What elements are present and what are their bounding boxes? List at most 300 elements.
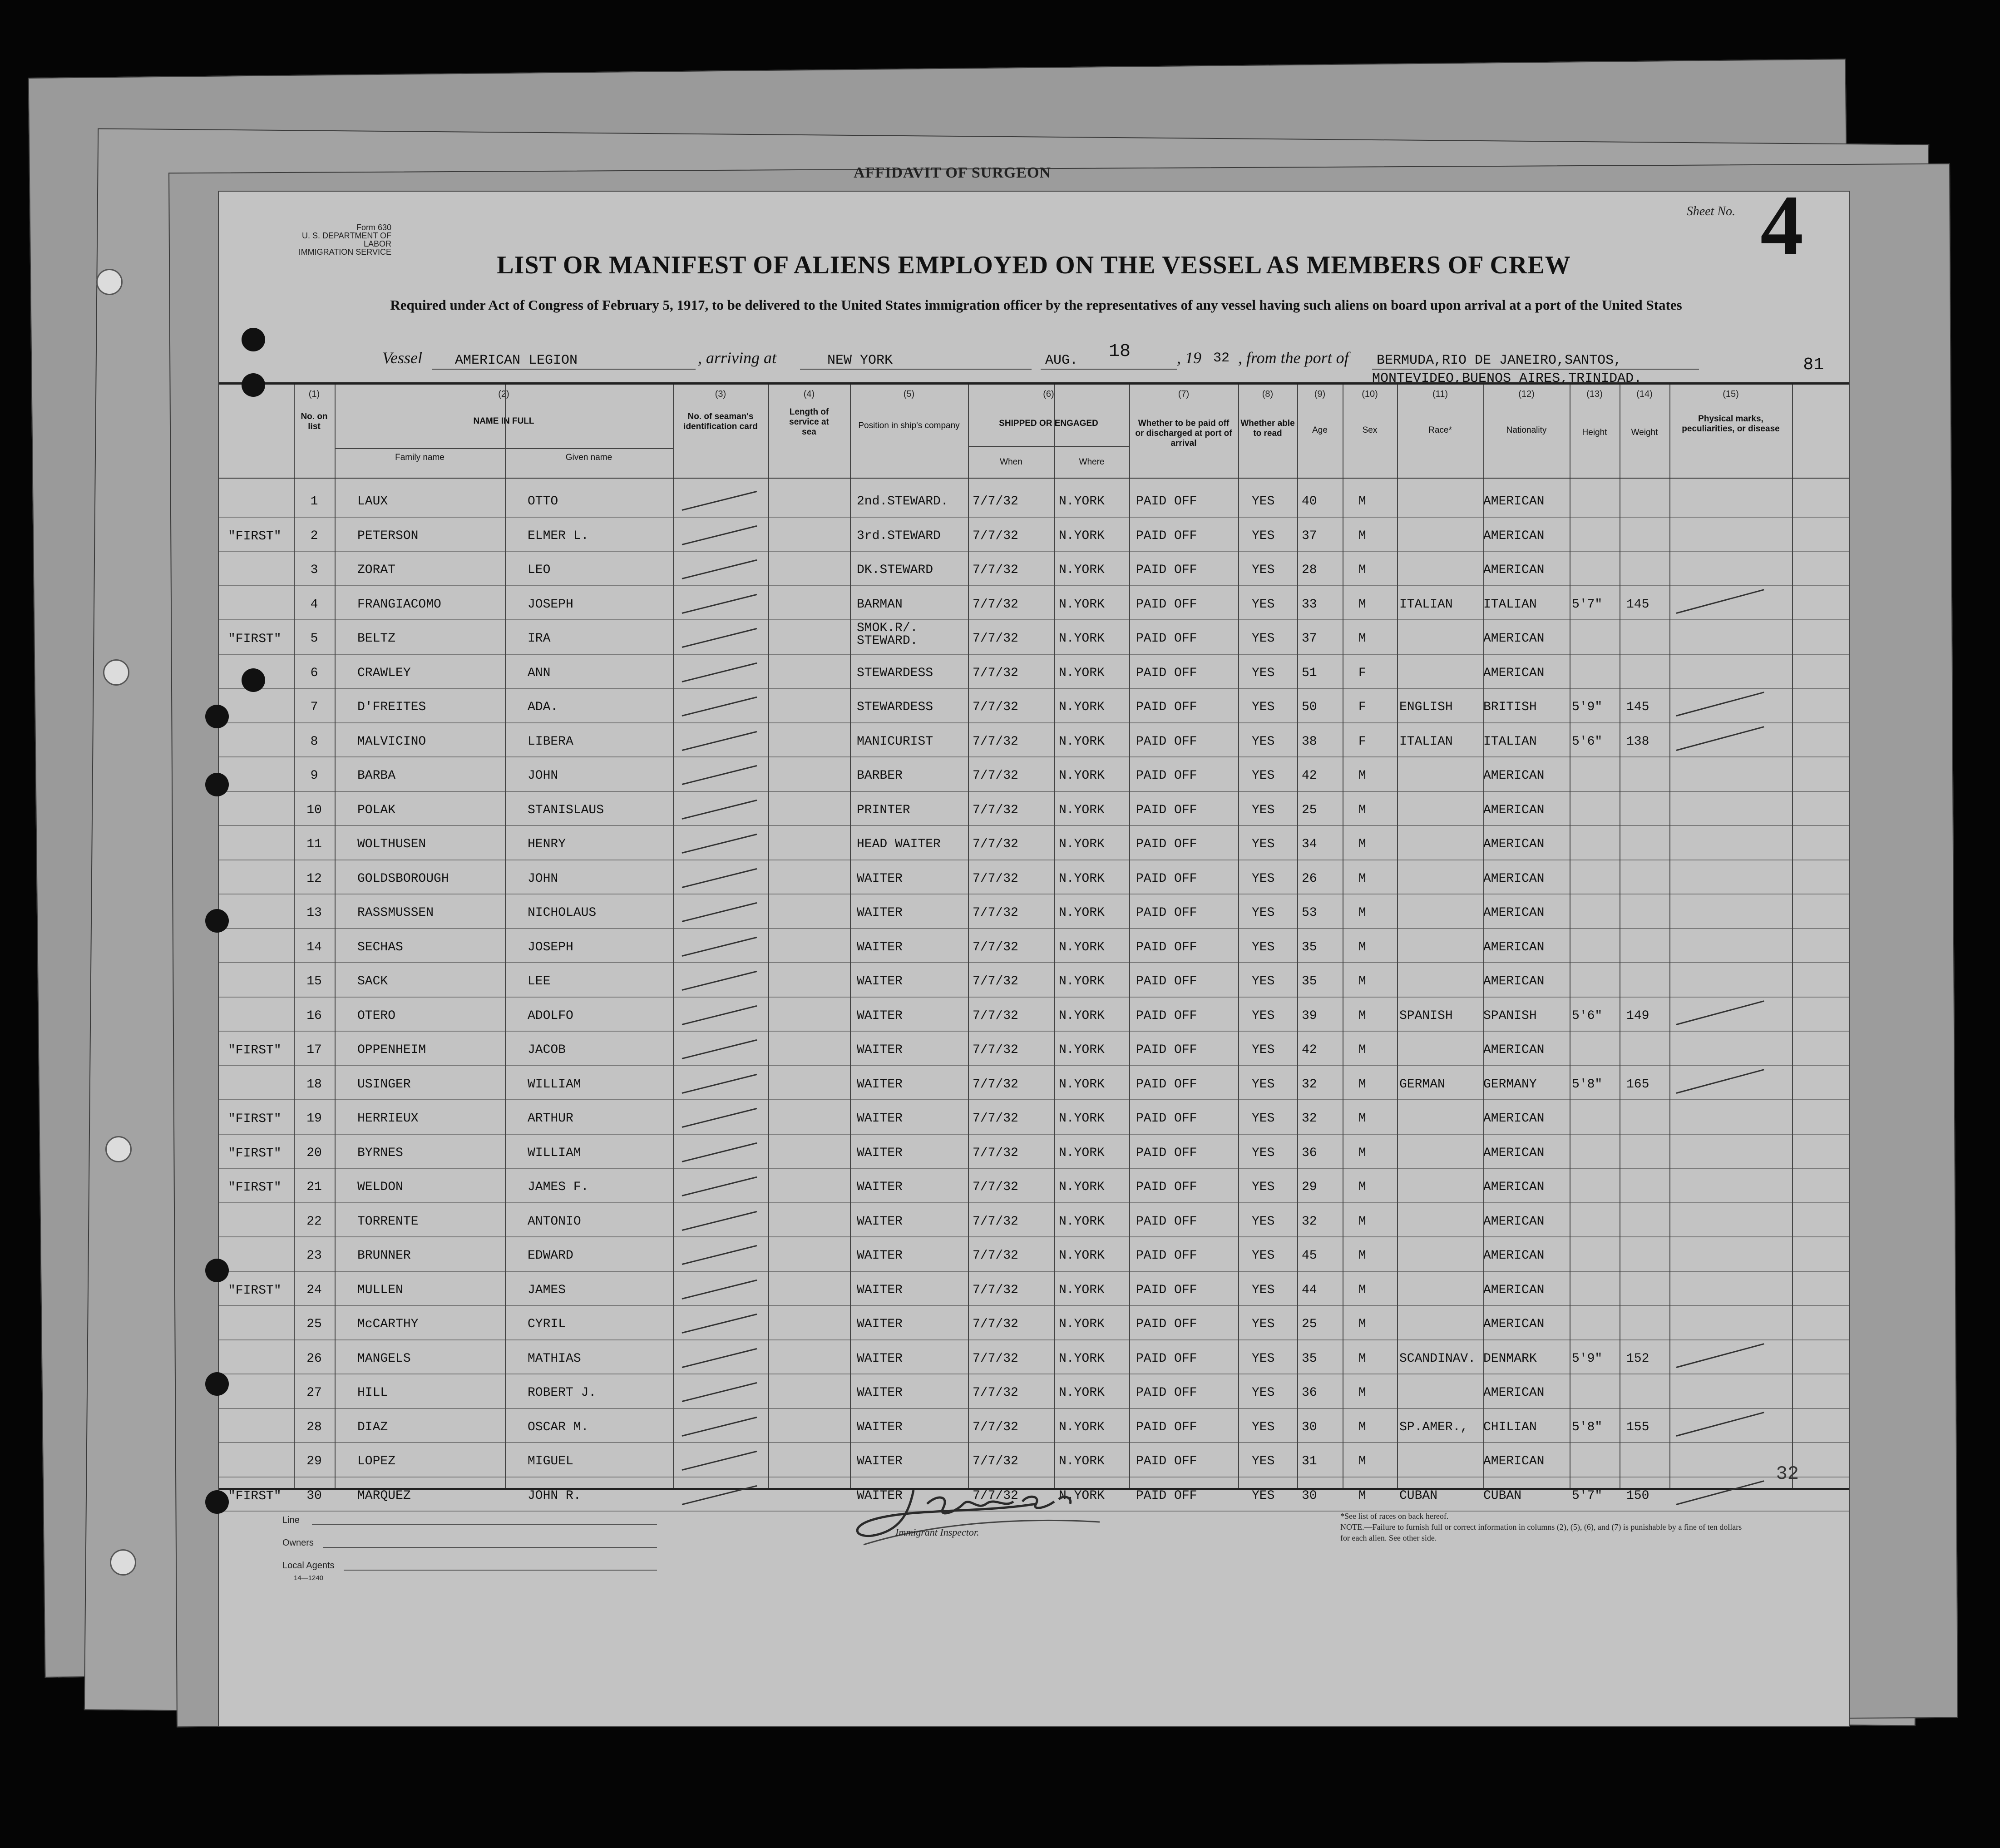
cell-age: 51: [1302, 666, 1317, 680]
cell-where: N.YORK: [1059, 597, 1105, 612]
cell-age: 25: [1302, 1317, 1317, 1331]
cell-when: 7/7/32: [973, 1112, 1018, 1126]
cell-when: 7/7/32: [973, 1249, 1018, 1263]
form-department: Form 630 U. S. DEPARTMENT OF LABOR IMMIGRATION SERVICE: [298, 223, 391, 257]
cell-when: 7/7/32: [973, 597, 1018, 612]
cell-when: 7/7/32: [973, 906, 1018, 920]
cell-no: 2: [310, 529, 318, 543]
cell-read: YES: [1252, 769, 1275, 783]
cell-age: 33: [1302, 597, 1317, 612]
cell-when: 7/7/32: [973, 1283, 1018, 1297]
cell-sex: M: [1358, 597, 1366, 612]
cell-age: 35: [1302, 1351, 1317, 1366]
cell-weight: 149: [1626, 1008, 1649, 1023]
cell-read: YES: [1252, 563, 1275, 577]
row-rule: [219, 1339, 1849, 1340]
cell-paid: PAID OFF: [1136, 734, 1197, 749]
cell-position: MANICURIST: [857, 734, 933, 749]
cell-sex: M: [1358, 769, 1366, 783]
row-rule: [219, 654, 1849, 655]
cell-nationality: AMERICAN: [1483, 1317, 1545, 1331]
row-rule: [219, 585, 1849, 586]
cell-no: 24: [306, 1283, 322, 1297]
row-rule: [219, 1408, 1849, 1409]
cell-where: N.YORK: [1059, 974, 1105, 988]
cell-given: JOHN R.: [528, 1488, 581, 1503]
cell-read: YES: [1252, 700, 1275, 714]
cell-position: BARBER: [857, 769, 903, 783]
cell-given: JOSEPH: [528, 940, 573, 954]
cell-weight: 152: [1626, 1351, 1649, 1366]
cell-age: 32: [1302, 1112, 1317, 1126]
cell-when: 7/7/32: [973, 529, 1018, 543]
cell-where: N.YORK: [1059, 871, 1105, 886]
cell-age: 30: [1302, 1488, 1317, 1503]
cell-sex: M: [1358, 1454, 1366, 1468]
cell-position: STEWARDESS: [857, 666, 933, 680]
cell-nationality: AMERICAN: [1483, 871, 1545, 886]
given-name-header: Given name: [565, 453, 612, 462]
cell-position: 2nd.STEWARD.: [857, 494, 948, 509]
cell-sex: M: [1358, 1043, 1366, 1057]
cell-age: 37: [1302, 632, 1317, 646]
cell-position: WAITER: [857, 1283, 903, 1297]
form-code: 14—1240: [294, 1574, 324, 1582]
cell-sex: M: [1358, 1146, 1366, 1160]
col-15-header: Physical marks, peculiarities, or disease: [1682, 414, 1780, 434]
cell-paid: PAID OFF: [1136, 906, 1197, 920]
id-card-check-mark: [682, 799, 757, 819]
cell-given: ADA.: [528, 700, 558, 714]
cell-position: SMOK.R/. STEWARD.: [857, 621, 918, 648]
year-prefix: , 19: [1177, 349, 1201, 367]
row-rule: [219, 722, 1849, 723]
from-port-line-2: MONTEVIDEO,BUENOS AIRES,TRINIDAD.: [1372, 371, 1642, 386]
arriving-label: , arriving at: [698, 349, 777, 367]
cell-race: SP.AMER.,: [1399, 1420, 1468, 1434]
cell-when: 7/7/32: [973, 1180, 1018, 1194]
cell-where: N.YORK: [1059, 632, 1105, 646]
cell-sex: M: [1358, 974, 1366, 988]
cell-given: JAMES F.: [528, 1180, 589, 1194]
binder-hole: [205, 1490, 229, 1514]
cell-read: YES: [1252, 837, 1275, 851]
cell-paid: PAID OFF: [1136, 1077, 1197, 1092]
cell-family: BARBA: [357, 769, 396, 783]
id-card-check-mark: [682, 1073, 757, 1093]
cell-no: 7: [310, 700, 318, 714]
cell-paid: PAID OFF: [1136, 803, 1197, 817]
binder-hole: [242, 328, 265, 351]
binder-hole: [110, 1549, 136, 1576]
col-9-number: (9): [1314, 389, 1326, 399]
col-4-header: Length of service at sea: [789, 407, 829, 437]
cell-position: WAITER: [857, 974, 903, 988]
cell-given: ANTONIO: [528, 1214, 581, 1229]
cell-where: N.YORK: [1059, 666, 1105, 680]
row-rule: [219, 1442, 1849, 1443]
cell-when: 7/7/32: [973, 837, 1018, 851]
row-rule: [219, 1202, 1849, 1203]
cell-paid: PAID OFF: [1136, 1454, 1197, 1468]
cell-age: 37: [1302, 529, 1317, 543]
cell-family: FRANGIACOMO: [357, 597, 441, 612]
cell-position: WAITER: [857, 871, 903, 886]
column-rule: [335, 385, 336, 1488]
cell-age: 36: [1302, 1146, 1317, 1160]
cell-height: 5'6": [1572, 1008, 1603, 1023]
id-card-check-mark: [682, 902, 757, 922]
cell-where: N.YORK: [1059, 563, 1105, 577]
cell-no: 30: [306, 1488, 322, 1503]
cell-position: WAITER: [857, 1386, 903, 1400]
column-rule: [294, 385, 295, 1488]
col-15-number: (15): [1723, 389, 1739, 399]
cell-age: 28: [1302, 563, 1317, 577]
cell-when: 7/7/32: [973, 1008, 1018, 1023]
cell-where: N.YORK: [1059, 803, 1105, 817]
cell-position: WAITER: [857, 1317, 903, 1331]
cell-where: N.YORK: [1059, 1420, 1105, 1434]
cell-height: 5'8": [1572, 1077, 1603, 1092]
cell-given: ARTHUR: [528, 1112, 573, 1126]
cell-given: LEE: [528, 974, 551, 988]
cell-position: WAITER: [857, 940, 903, 954]
cell-sex: M: [1358, 1386, 1366, 1400]
cell-where: N.YORK: [1059, 734, 1105, 749]
cell-age: 42: [1302, 769, 1317, 783]
cell-where: N.YORK: [1059, 1180, 1105, 1194]
col-10-header: Sex: [1362, 425, 1378, 435]
col-13-header: Height: [1582, 428, 1607, 437]
id-card-check-mark: [682, 1039, 757, 1059]
cell-position: WAITER: [857, 1043, 903, 1057]
cell-sex: M: [1358, 632, 1366, 646]
race-note: *See list of races on back hereof.: [1340, 1512, 1449, 1521]
agents-label: Local Agents: [282, 1561, 335, 1571]
cell-sex: M: [1358, 1077, 1366, 1092]
column-rule: [1792, 385, 1793, 1488]
cell-paid: PAID OFF: [1136, 632, 1197, 646]
col-12-header: Nationality: [1506, 425, 1547, 435]
column-rule: [673, 385, 674, 1488]
cell-paid: PAID OFF: [1136, 1146, 1197, 1160]
col-13-number: (13): [1586, 389, 1603, 399]
col-7-number: (7): [1178, 389, 1190, 399]
cell-nationality: SPANISH: [1483, 1008, 1537, 1023]
cell-no: 3: [310, 563, 318, 577]
cell-nationality: AMERICAN: [1483, 1214, 1545, 1229]
cell-family: OTERO: [357, 1008, 396, 1023]
cell-family: MULLEN: [357, 1283, 403, 1297]
id-card-check-mark: [682, 1005, 757, 1025]
cell-read: YES: [1252, 1454, 1275, 1468]
cell-sex: F: [1358, 700, 1366, 714]
cell-when: 7/7/32: [973, 871, 1018, 886]
cell-no: 6: [310, 666, 318, 680]
cell-read: YES: [1252, 1146, 1275, 1160]
line-label: Line: [282, 1515, 300, 1525]
cell-given: LEO: [528, 563, 551, 577]
cell-race: SPANISH: [1399, 1008, 1453, 1023]
cell-family: BYRNES: [357, 1146, 403, 1160]
cell-where: N.YORK: [1059, 1317, 1105, 1331]
cell-nationality: AMERICAN: [1483, 666, 1545, 680]
cell-when: 7/7/32: [973, 769, 1018, 783]
cell-nationality: AMERICAN: [1483, 1454, 1545, 1468]
cell-read: YES: [1252, 1008, 1275, 1023]
row-rule: [219, 1305, 1849, 1306]
cell-sex: M: [1358, 563, 1366, 577]
first-class-note: "FIRST": [228, 1489, 281, 1503]
cell-nationality: AMERICAN: [1483, 529, 1545, 543]
cell-when: 7/7/32: [973, 632, 1018, 646]
cell-where: N.YORK: [1059, 906, 1105, 920]
id-card-check-mark: [682, 1176, 757, 1196]
cell-read: YES: [1252, 1283, 1275, 1297]
cell-read: YES: [1252, 734, 1275, 749]
cell-read: YES: [1252, 803, 1275, 817]
cell-height: 5'9": [1572, 700, 1603, 714]
col-3-number: (3): [715, 389, 726, 399]
cell-family: HILL: [357, 1386, 388, 1400]
cell-sex: M: [1358, 803, 1366, 817]
id-card-check-mark: [682, 1108, 757, 1128]
cell-no: 18: [306, 1077, 322, 1092]
cell-where: N.YORK: [1059, 1351, 1105, 1366]
cell-family: MANGELS: [357, 1351, 411, 1366]
cell-age: 44: [1302, 1283, 1317, 1297]
cell-weight: 150: [1626, 1488, 1649, 1503]
cell-no: 11: [306, 837, 322, 851]
cell-family: WELDON: [357, 1180, 403, 1194]
cell-family: TORRENTE: [357, 1214, 419, 1229]
cell-no: 17: [306, 1043, 322, 1057]
cell-no: 29: [306, 1454, 322, 1468]
cell-given: OSCAR M.: [528, 1420, 589, 1434]
cell-no: 27: [306, 1386, 322, 1400]
cell-nationality: AMERICAN: [1483, 494, 1545, 509]
col-2-header: NAME IN FULL: [473, 416, 534, 426]
cell-position: WAITER: [857, 1008, 903, 1023]
cell-given: ROBERT J.: [528, 1386, 597, 1400]
physical-marks-check: [1676, 1069, 1764, 1094]
cell-when: 7/7/32: [973, 563, 1018, 577]
cell-family: BRUNNER: [357, 1249, 411, 1263]
col-11-header: Race*: [1428, 425, 1452, 435]
col-5-header: Position in ship's company: [858, 421, 960, 430]
cell-given: LIBERA: [528, 734, 573, 749]
cell-where: N.YORK: [1059, 529, 1105, 543]
cell-given: ANN: [528, 666, 551, 680]
cell-age: 39: [1302, 1008, 1317, 1023]
id-card-check-mark: [682, 765, 757, 785]
cell-age: 30: [1302, 1420, 1317, 1434]
cell-sex: M: [1358, 1112, 1366, 1126]
cell-no: 4: [310, 597, 318, 612]
cell-no: 8: [310, 734, 318, 749]
arrival-year: 32: [1213, 351, 1230, 366]
cell-nationality: AMERICAN: [1483, 974, 1545, 988]
cell-position: WAITER: [857, 1077, 903, 1092]
cell-read: YES: [1252, 1112, 1275, 1126]
col-14-number: (14): [1636, 389, 1653, 399]
cell-family: SECHAS: [357, 940, 403, 954]
cell-nationality: ITALIAN: [1483, 734, 1537, 749]
cell-read: YES: [1252, 1180, 1275, 1194]
owners-label: Owners: [282, 1538, 314, 1548]
cell-height: 5'7": [1572, 597, 1603, 612]
header-bottom-rule: [219, 478, 1849, 479]
cell-position: WAITER: [857, 906, 903, 920]
cell-age: 40: [1302, 494, 1317, 509]
cell-family: BELTZ: [357, 632, 396, 646]
cell-when: 7/7/32: [973, 940, 1018, 954]
cell-family: PETERSON: [357, 529, 419, 543]
column-rule: [1483, 385, 1484, 1488]
inspector-signature: [845, 1477, 1127, 1558]
cell-no: 15: [306, 974, 322, 988]
cell-age: 38: [1302, 734, 1317, 749]
cell-where: N.YORK: [1059, 1008, 1105, 1023]
first-class-note: "FIRST": [228, 1283, 281, 1298]
cell-nationality: GERMANY: [1483, 1077, 1537, 1092]
row-rule: [219, 962, 1849, 963]
cell-sex: F: [1358, 734, 1366, 749]
cell-race: CUBAN: [1399, 1488, 1438, 1503]
cell-no: 19: [306, 1112, 322, 1126]
id-card-check-mark: [682, 1348, 757, 1368]
row-rule: [219, 1168, 1849, 1169]
cell-age: 53: [1302, 906, 1317, 920]
id-card-check-mark: [682, 834, 757, 854]
binder-hole: [205, 1372, 229, 1396]
cell-family: RASSMUSSEN: [357, 906, 434, 920]
cell-age: 31: [1302, 1454, 1317, 1468]
affidavit-heading: AFFIDAVIT OF SURGEON: [854, 164, 1051, 181]
cell-no: 20: [306, 1146, 322, 1160]
cell-paid: PAID OFF: [1136, 1043, 1197, 1057]
cell-weight: 165: [1626, 1077, 1649, 1092]
cell-nationality: AMERICAN: [1483, 837, 1545, 851]
cell-position: WAITER: [857, 1214, 903, 1229]
footnote: [1340, 1511, 1749, 1543]
cell-read: YES: [1252, 1317, 1275, 1331]
cell-where: N.YORK: [1059, 1112, 1105, 1126]
column-rule: [1297, 385, 1298, 1488]
cell-age: 29: [1302, 1180, 1317, 1194]
cell-when: 7/7/32: [973, 700, 1018, 714]
physical-marks-check: [1676, 692, 1764, 716]
cell-nationality: BRITISH: [1483, 700, 1537, 714]
cell-read: YES: [1252, 632, 1275, 646]
cell-where: N.YORK: [1059, 1077, 1105, 1092]
col-8-header: Whether able to read: [1240, 419, 1295, 438]
vessel-label: Vessel: [382, 349, 422, 367]
arrival-month: AUG.: [1045, 353, 1078, 368]
cell-age: 26: [1302, 871, 1317, 886]
cell-where: N.YORK: [1059, 1454, 1105, 1468]
id-card-check-mark: [682, 1382, 757, 1402]
row-rule: [219, 1236, 1849, 1237]
cell-family: HERRIEUX: [357, 1112, 419, 1126]
row-rule: [219, 1099, 1849, 1100]
cell-race: GERMAN: [1399, 1077, 1445, 1092]
binder-hole: [96, 269, 123, 295]
when-header: When: [1000, 457, 1022, 467]
cell-race: ENGLISH: [1399, 700, 1453, 714]
cell-read: YES: [1252, 529, 1275, 543]
cell-paid: PAID OFF: [1136, 1112, 1197, 1126]
header-rule: [968, 446, 1129, 447]
cell-when: 7/7/32: [973, 1454, 1018, 1468]
cell-height: 5'6": [1572, 734, 1603, 749]
binder-hole: [242, 668, 265, 692]
cell-age: 36: [1302, 1386, 1317, 1400]
cell-given: NICHOLAUS: [528, 906, 597, 920]
cell-paid: PAID OFF: [1136, 769, 1197, 783]
id-card-check-mark: [682, 662, 757, 682]
row-rule: [219, 619, 1849, 620]
cell-read: YES: [1252, 1351, 1275, 1366]
cell-paid: PAID OFF: [1136, 1488, 1197, 1503]
inspector-label: Immigrant Inspector.: [895, 1527, 979, 1538]
cell-read: YES: [1252, 666, 1275, 680]
cell-no: 21: [306, 1180, 322, 1194]
cell-nationality: AMERICAN: [1483, 940, 1545, 954]
cell-sex: M: [1358, 1283, 1366, 1297]
page-title: LIST OR MANIFEST OF ALIENS EMPLOYED ON THE VESSEL AS MEMBERS OF CREW: [497, 251, 1571, 279]
first-class-note: "FIRST": [228, 632, 281, 646]
cell-position: WAITER: [857, 1146, 903, 1160]
cell-when: 7/7/32: [973, 1146, 1018, 1160]
binder-hole: [205, 705, 229, 728]
cell-paid: PAID OFF: [1136, 871, 1197, 886]
cell-when: 7/7/32: [973, 1351, 1018, 1366]
cell-sex: M: [1358, 494, 1366, 509]
cell-given: STANISLAUS: [528, 803, 604, 817]
cell-when: 7/7/32: [973, 1043, 1018, 1057]
id-card-check-mark: [682, 1279, 757, 1299]
cell-weight: 155: [1626, 1420, 1649, 1434]
cell-paid: PAID OFF: [1136, 837, 1197, 851]
cell-sex: M: [1358, 906, 1366, 920]
cell-where: N.YORK: [1059, 940, 1105, 954]
cell-where: N.YORK: [1059, 769, 1105, 783]
cell-read: YES: [1252, 1043, 1275, 1057]
column-rule: [850, 385, 851, 1488]
first-class-note: "FIRST": [228, 1043, 281, 1057]
cell-family: DIAZ: [357, 1420, 388, 1434]
id-card-check-mark: [682, 1451, 757, 1471]
col-8-number: (8): [1262, 389, 1274, 399]
crew-table: [219, 382, 1849, 1503]
cell-height: 5'9": [1572, 1351, 1603, 1366]
col-3-header: No. of seaman's identification card: [683, 412, 758, 431]
from-port-line-1: BERMUDA,RIO DE JANEIRO,SANTOS,: [1377, 353, 1622, 368]
cell-no: 13: [306, 906, 322, 920]
cell-age: 32: [1302, 1077, 1317, 1092]
cell-paid: PAID OFF: [1136, 1317, 1197, 1331]
cell-paid: PAID OFF: [1136, 940, 1197, 954]
row-rule: [219, 997, 1849, 998]
page-subtitle: Required under Act of Congress of February 5, 1917, to be delivered to the United States immigration officer by the representatives of any vessel having such aliens on board upon arrival at a port of the United States: [390, 297, 1682, 313]
cell-given: ADOLFO: [528, 1008, 573, 1023]
cell-age: 45: [1302, 1249, 1317, 1263]
cell-nationality: AMERICAN: [1483, 632, 1545, 646]
row-rule: [219, 756, 1849, 757]
header-rule: [335, 448, 673, 449]
